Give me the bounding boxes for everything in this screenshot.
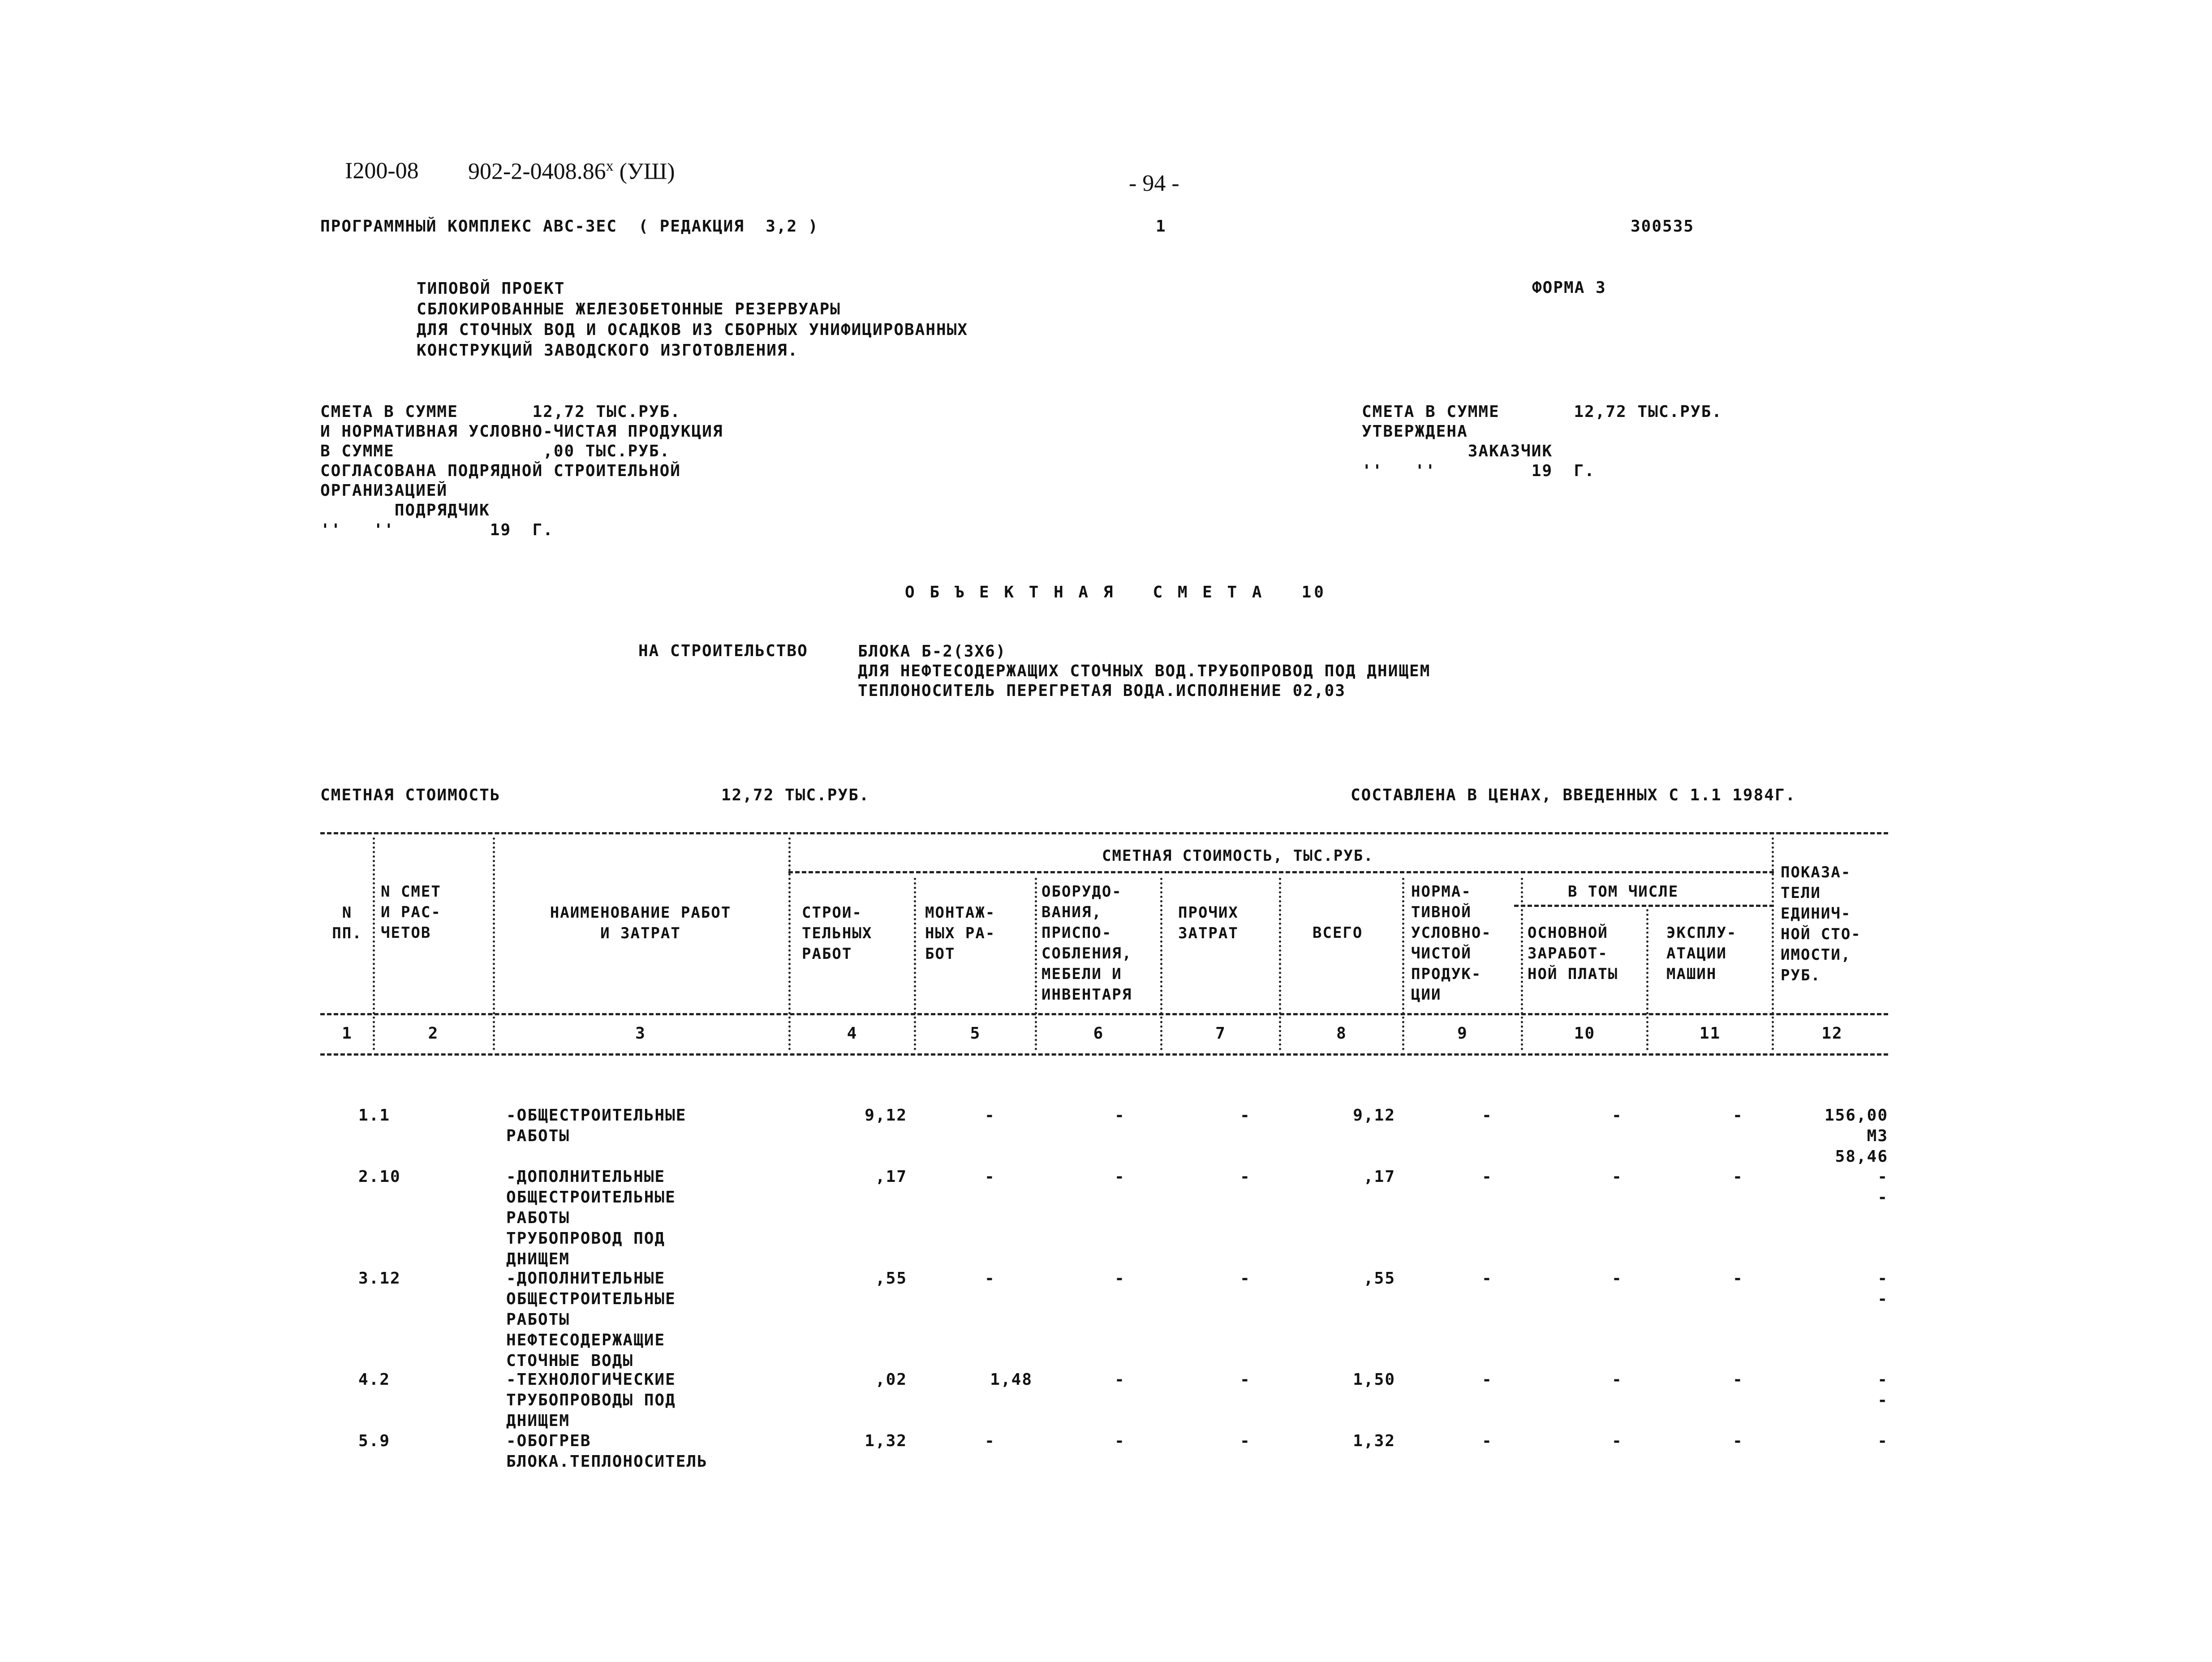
cell-equipment: - [1115, 1269, 1125, 1288]
cell-wages: - [1612, 1432, 1622, 1450]
colnum: 4 [847, 1024, 858, 1043]
row-name: -ОБОГРЕВ БЛОКА.ТЕПЛОНОСИТЕЛЬ [506, 1432, 708, 1471]
row-name: -ДОПОЛНИТЕЛЬНЫЕ ОБЩЕСТРОИТЕЛЬНЫЕ РАБОТЫ ТРУБОПРОВОД ПОД ДНИЩЕМ [506, 1168, 676, 1268]
cell-machines: - [1733, 1168, 1743, 1186]
subject-label: НА СТРОИТЕЛЬСТВО [638, 642, 808, 660]
form-label: ФОРМА 3 [1532, 279, 1606, 297]
cell-machines: - [1733, 1370, 1743, 1389]
cell-unit-cost: - - [1877, 1370, 1888, 1409]
colnum: 10 [1574, 1024, 1596, 1043]
cell-construction: ,02 [875, 1370, 907, 1389]
row-number: 3.12 [358, 1269, 401, 1288]
cell-wages: - [1612, 1370, 1622, 1389]
group-rule [788, 871, 1774, 873]
page-number: - 94 - [1129, 171, 1179, 196]
cell-total: ,55 [1363, 1269, 1395, 1288]
program-sheet: 1 [1156, 217, 1166, 236]
cell-unit-cost: - - [1877, 1269, 1888, 1308]
cell-construction: ,55 [875, 1269, 907, 1288]
cell-installation: - [985, 1106, 995, 1125]
header-calc-no: N СМЕТ И РАС- ЧЕТОВ [381, 883, 441, 942]
cell-equipment: - [1115, 1432, 1125, 1450]
header-machines: ЭКСПЛУ- АТАЦИИ МАШИН [1666, 924, 1737, 983]
cell-unit-cost: - - [1877, 1168, 1888, 1207]
colnum: 1 [342, 1024, 353, 1043]
colnum: 5 [970, 1024, 981, 1043]
cell-total: 9,12 [1353, 1106, 1395, 1125]
price-basis: СОСТАВЛЕНА В ЦЕНАХ, ВВЕДЕННЫХ С 1.1 1984Г. [1351, 786, 1796, 804]
cell-other: - [1240, 1168, 1251, 1186]
row-name: -ОБЩЕСТРОИТЕЛЬНЫЕ РАБОТЫ [506, 1106, 687, 1145]
cost-value: 12,72 ТЫС.РУБ. [721, 786, 870, 804]
header-unit-cost: ПОКАЗА- ТЕЛИ ЕДИНИЧ- НОЙ СТО- ИМОСТИ, РУБ. [1781, 863, 1861, 984]
cost-label: СМЕТНАЯ СТОИМОСТЬ [320, 786, 501, 804]
cell-wages: - [1612, 1269, 1622, 1288]
row-name: -ДОПОЛНИТЕЛЬНЫЕ ОБЩЕСТРОИТЕЛЬНЫЕ РАБОТЫ НЕФТЕСОДЕРЖАЩИЕ СТОЧНЫЕ ВОДЫ [506, 1269, 676, 1370]
cell-installation: - [985, 1168, 995, 1186]
col-sep [1402, 878, 1404, 1050]
cell-other: - [1240, 1106, 1251, 1125]
row-number: 1.1 [358, 1106, 391, 1125]
cell-machines: - [1733, 1269, 1743, 1288]
colnum: 3 [635, 1024, 646, 1043]
col-sep [914, 878, 916, 1050]
doc-code: I200-08 [345, 158, 419, 184]
col-sep [1035, 878, 1037, 1050]
cell-construction: ,17 [875, 1168, 907, 1186]
approval-customer: СМЕТА В СУММЕ 12,72 ТЫС.РУБ. УТВЕРЖДЕНА ЗАКАЗЧИК '' '' 19 Г. [1362, 403, 1722, 480]
colnum: 7 [1215, 1024, 1226, 1043]
header-bottom-rule [320, 1013, 1888, 1015]
group-header: СМЕТНАЯ СТОИМОСТЬ, ТЫС.РУБ. [1102, 847, 1374, 865]
cell-other: - [1240, 1432, 1251, 1450]
header-other: ПРОЧИХ ЗАТРАТ [1178, 904, 1239, 942]
header-normative: НОРМА- ТИВНОЙ УСЛОВНО- ЧИСТОЙ ПРОДУК- ЦИИ [1411, 883, 1492, 1004]
program-name: ПРОГРАММНЫЙ КОМПЛЕКС АВС-3ЕС ( РЕДАКЦИЯ 3,2 ) [320, 217, 819, 236]
colnum: 6 [1093, 1024, 1104, 1043]
cell-equipment: - [1115, 1106, 1125, 1125]
cell-normative: - [1482, 1168, 1493, 1186]
cell-total: 1,32 [1353, 1432, 1395, 1450]
colnum: 11 [1699, 1024, 1721, 1043]
project-description: ТИПОВОЙ ПРОЕКТ СБЛОКИРОВАННЫЕ ЖЕЛЕЗОБЕТОННЫЕ РЕЗЕРВУАРЫ ДЛЯ СТОЧНЫХ ВОД И ОСАДКОВ ИЗ СБОРНЫХ УНИФИЦИРОВАННЫХ КОНСТРУКЦИЙ ЗАВОДСКОГО ИЗГОТОВЛЕНИЯ. [417, 279, 968, 360]
header-name: НАИМЕНОВАНИЕ РАБОТ И ЗАТРАТ [550, 904, 732, 942]
header-wages: ОСНОВНОЙ ЗАРАБОТ- НОЙ ПЛАТЫ [1528, 924, 1618, 983]
cell-wages: - [1612, 1106, 1622, 1125]
cell-unit-cost: 156,00 М3 58,46 [1824, 1106, 1888, 1166]
col-sep [1160, 878, 1162, 1050]
subgroup-header: В ТОМ ЧИСЛЕ [1568, 883, 1679, 901]
col-sep [1646, 909, 1648, 1050]
cell-other: - [1240, 1370, 1251, 1389]
col-sep [1521, 878, 1523, 1050]
cell-machines: - [1733, 1106, 1743, 1125]
col-sep [788, 837, 791, 1050]
header-installation: МОНТАЖ- НЫХ РА- БОТ [925, 904, 996, 963]
col-sep [373, 837, 375, 1050]
row-number: 2.10 [358, 1168, 401, 1186]
cell-normative: - [1482, 1106, 1493, 1125]
cell-construction: 1,32 [865, 1432, 907, 1450]
header-total: ВСЕГО [1313, 924, 1363, 942]
col-sep [1772, 837, 1774, 1050]
cell-wages: - [1612, 1168, 1622, 1186]
series-code: 902-2-0408.86$^x$ (УШ) [468, 158, 675, 185]
cell-installation: 1,48 [990, 1370, 1033, 1389]
colnum: 8 [1336, 1024, 1347, 1043]
col-sep [1279, 878, 1281, 1050]
cell-construction: 9,12 [865, 1106, 907, 1125]
cell-total: ,17 [1363, 1168, 1395, 1186]
row-name: -ТЕХНОЛОГИЧЕСКИЕ ТРУБОПРОВОДЫ ПОД ДНИЩЕМ [506, 1370, 676, 1430]
approval-contractor: СМЕТА В СУММЕ 12,72 ТЫС.РУБ. И НОРМАТИВНАЯ УСЛОВНО-ЧИСТАЯ ПРОДУКЦИЯ В СУММЕ ,00 ТЫС.РУБ. СОГЛАСОВАНА ПОДРЯДНОЙ СТРОИТЕЛЬНОЙ ОРГАНИЗАЦИЕЙ ПОДРЯДЧИК '' '' 19 Г. [320, 403, 723, 539]
colnum: 12 [1821, 1024, 1843, 1043]
colnum: 9 [1457, 1024, 1468, 1043]
row-number: 4.2 [358, 1370, 391, 1389]
cell-normative: - [1482, 1269, 1493, 1288]
table-top-rule [320, 832, 1888, 834]
row-number: 5.9 [358, 1432, 391, 1450]
subgroup-rule [1514, 905, 1774, 907]
cell-total: 1,50 [1353, 1370, 1395, 1389]
cell-equipment: - [1115, 1370, 1125, 1389]
cell-other: - [1240, 1269, 1251, 1288]
colnum: 2 [428, 1024, 439, 1043]
cell-normative: - [1482, 1370, 1493, 1389]
colnum-bottom-rule [320, 1053, 1888, 1056]
header-num: N ПП. [332, 904, 362, 942]
col-sep [493, 837, 495, 1050]
cell-equipment: - [1115, 1168, 1125, 1186]
cell-unit-cost: - [1877, 1432, 1888, 1450]
subject-text: БЛОКА Б-2(3Х6) ДЛЯ НЕФТЕСОДЕРЖАЩИХ СТОЧНЫХ ВОД.ТРУБОПРОВОД ПОД ДНИЩЕМ ТЕПЛОНОСИТЕЛЬ ПЕРЕГРЕТАЯ ВОДА.ИСПОЛНЕНИЕ 02,03 [858, 642, 1431, 700]
header-construction: СТРОИ- ТЕЛЬНЫХ РАБОТ [802, 904, 873, 963]
program-code: 300535 [1631, 217, 1695, 236]
cell-installation: - [985, 1432, 995, 1450]
cell-machines: - [1733, 1432, 1743, 1450]
estimate-title: О Б Ъ Е К Т Н А Я С М Е Т А 10 [905, 583, 1326, 601]
cell-normative: - [1482, 1432, 1493, 1450]
header-equipment: ОБОРУДО- ВАНИЯ, ПРИСПО- СОБЛЕНИЯ, МЕБЕЛИ И ИНВЕНТАРЯ [1041, 883, 1132, 1004]
cell-installation: - [985, 1269, 995, 1288]
